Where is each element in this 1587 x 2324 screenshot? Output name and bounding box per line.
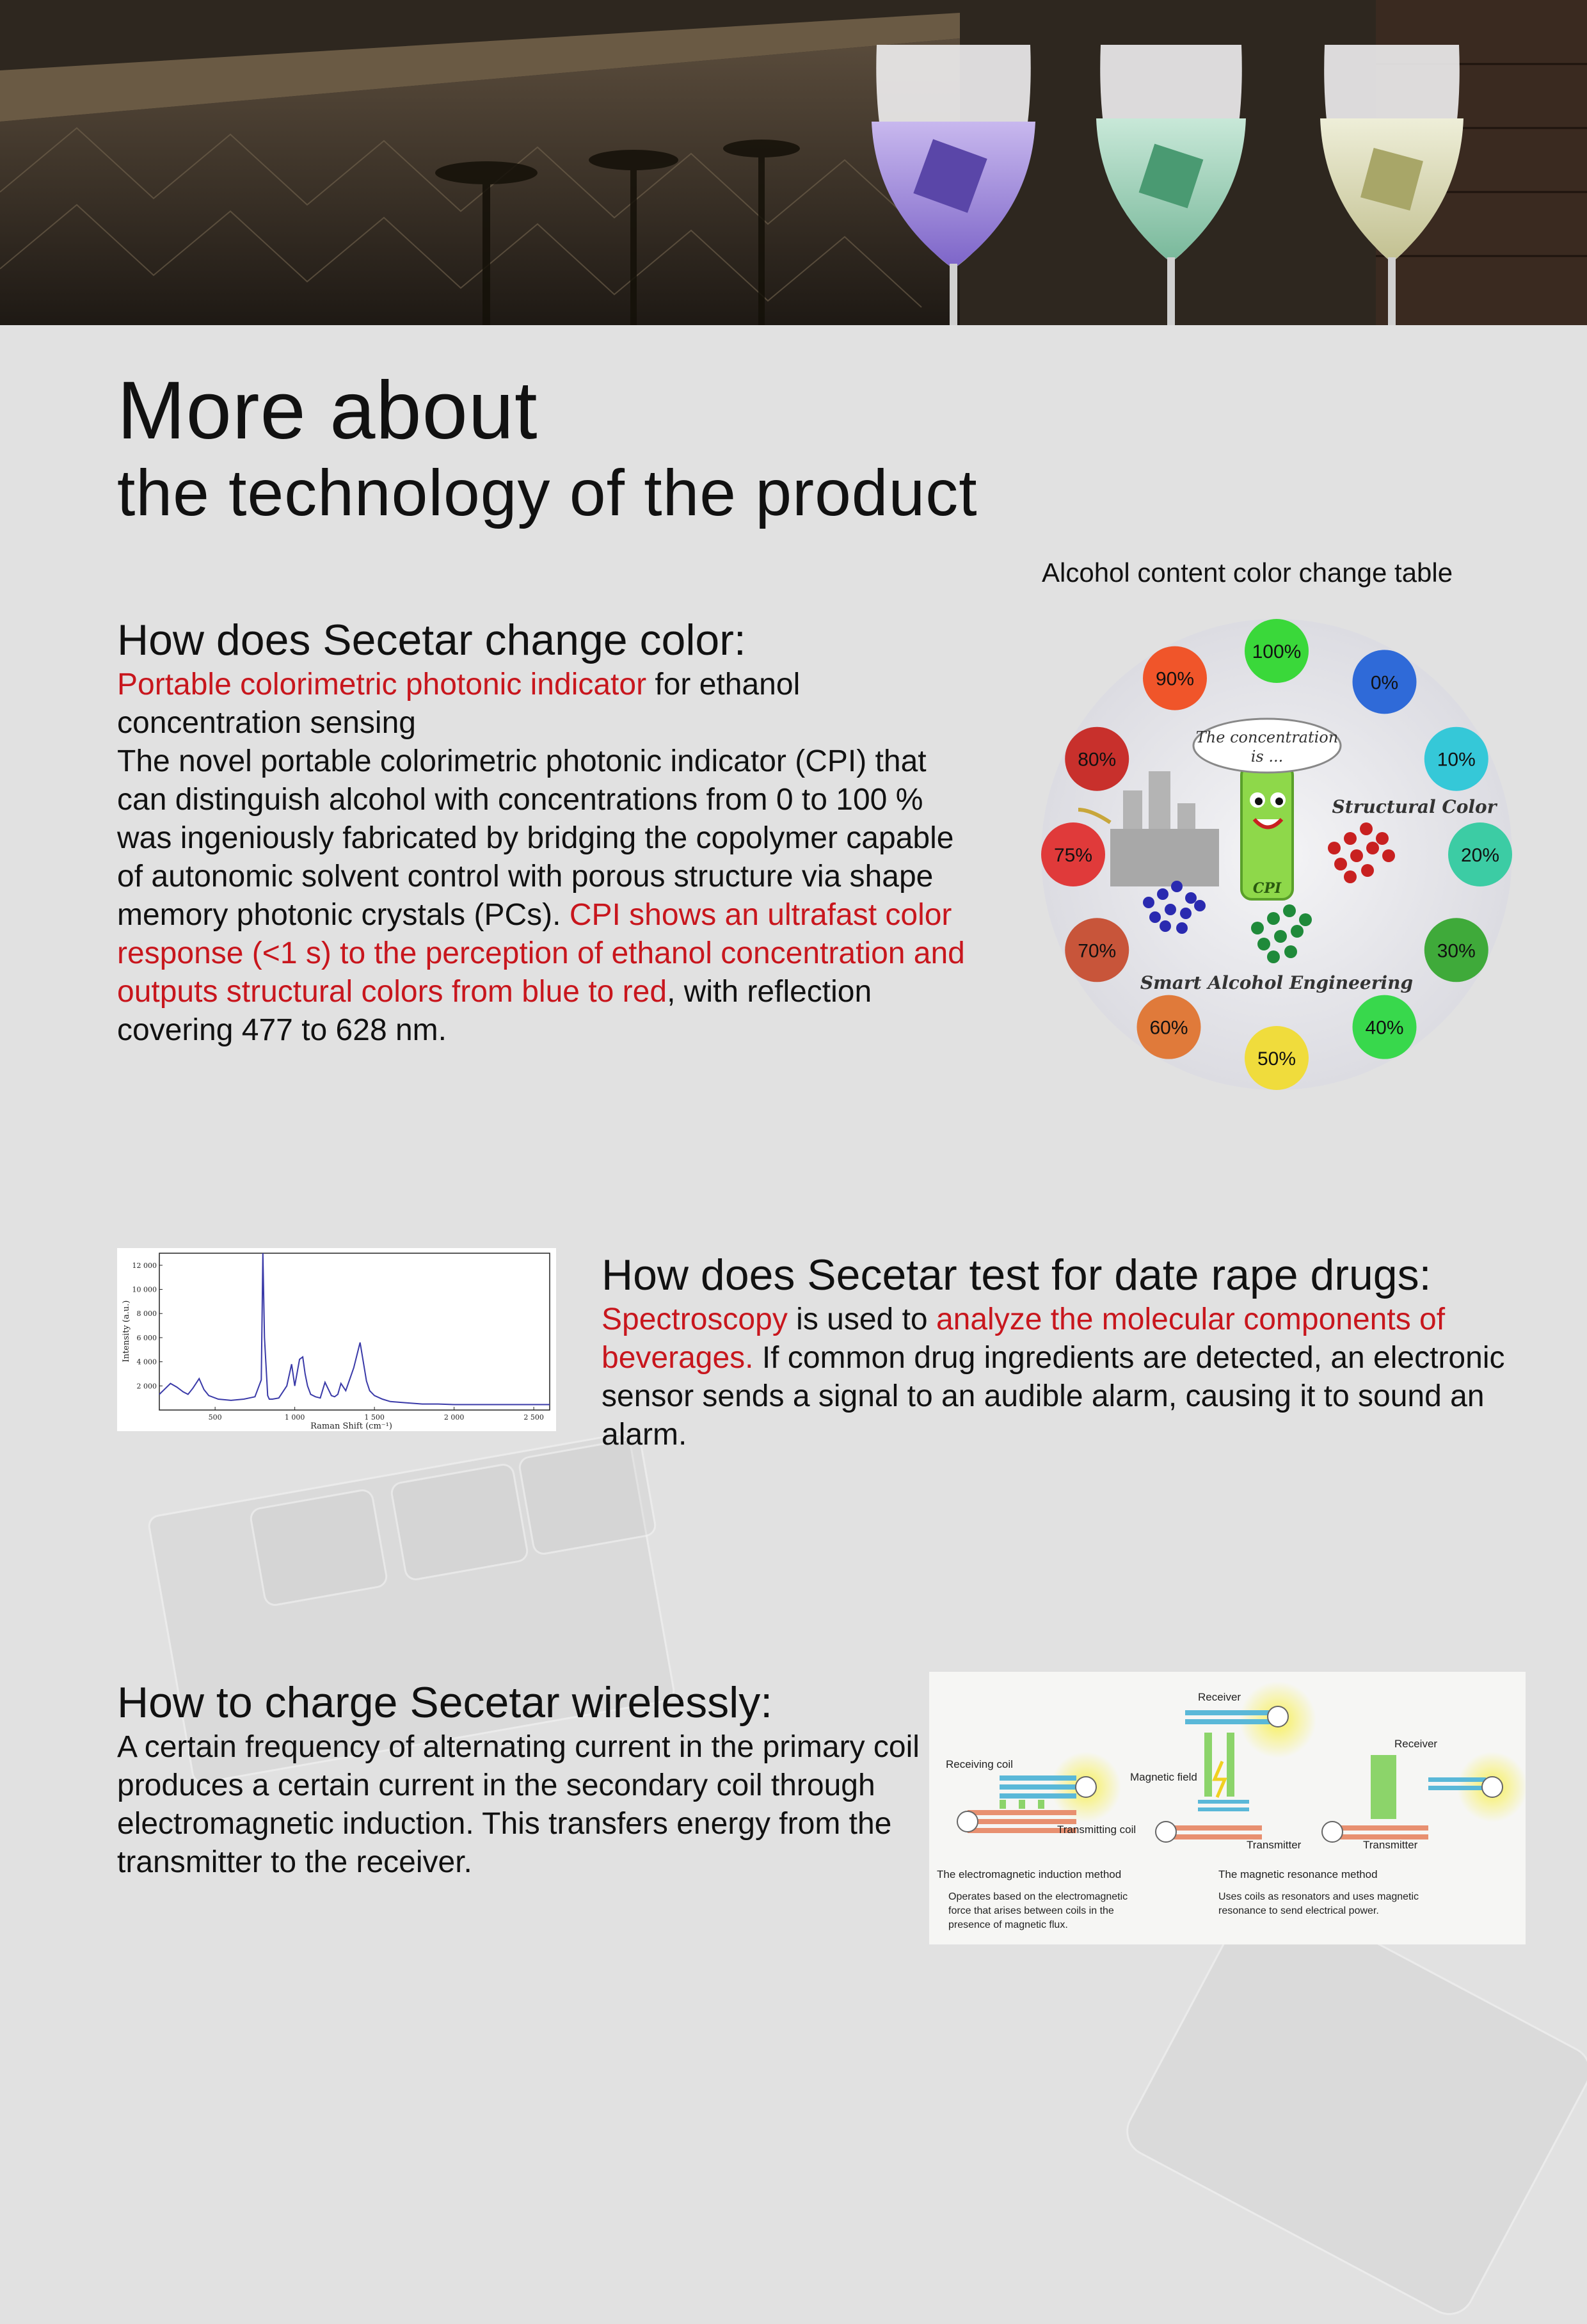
x-tick-label: 2 000: [443, 1413, 465, 1422]
y-axis-label: Intensity (a.u.): [122, 1300, 131, 1363]
plot-area: [159, 1253, 550, 1410]
raman-spectrum-chart: [117, 1248, 556, 1431]
concentration-label: 80%: [1078, 749, 1117, 771]
drug-test-description: [602, 1301, 1549, 1454]
concentration-label: 60%: [1149, 1017, 1188, 1039]
y-tick-label: 8 000: [136, 1310, 157, 1318]
drug-test-heading: How does Secetar test for date rape drugs:: [602, 1251, 1431, 1299]
label-magnetic-field: Magnetic field: [1130, 1771, 1197, 1783]
y-tick-label: 12 000: [132, 1261, 157, 1270]
label-transmitter-middle: Transmitter: [1247, 1839, 1302, 1851]
drug-text-2: If common drug ingredients are detected, an electronic sensor sends a signal to an audible alarm, causing it to sound an alarm.: [602, 1341, 1505, 1452]
concentration-label: 0%: [1370, 672, 1399, 694]
resonance-method-description: Uses coils as resonators and uses magnetic resonance to send electrical power.: [1218, 1891, 1419, 1916]
concentration-label: 20%: [1460, 845, 1500, 866]
x-axis-label: Raman Shift (cm⁻¹): [310, 1422, 392, 1431]
induction-method-title: The electromagnetic induction method: [937, 1868, 1122, 1880]
color-change-heading: How does Secetar change color:: [117, 616, 746, 664]
concentration-label: 40%: [1365, 1017, 1404, 1039]
y-tick-label: 4 000: [136, 1358, 157, 1366]
color-change-intro: [117, 666, 975, 742]
hero-wine-glasses-image: [0, 0, 1587, 325]
x-tick-label: 1 500: [364, 1413, 385, 1422]
cpi-mascot: [1241, 765, 1293, 899]
concentration-label: 75%: [1053, 845, 1093, 866]
concentration-label: 90%: [1155, 668, 1195, 690]
page-title: More about: [117, 365, 538, 456]
wireless-charging-section: [117, 1677, 943, 1882]
structural-color-label: Structural Color: [1332, 796, 1497, 817]
label-receiving-coil: Receiving coil: [946, 1758, 1013, 1770]
resonance-method-title: The magnetic resonance method: [1218, 1868, 1378, 1880]
x-tick-label: 2 500: [523, 1413, 544, 1422]
page-subtitle: the technology of the product: [117, 456, 978, 529]
concentration-label: 10%: [1437, 749, 1476, 771]
color-change-section: [117, 614, 975, 1050]
wireless-charging-description: A certain frequency of alternating current in the primary coil produces a certain current in the secondary coil through electromagnetic induction. This transfers energy from the transmitter to the receiver.: [117, 1730, 920, 1879]
x-tick-label: 500: [208, 1413, 222, 1422]
y-tick-label: 6 000: [136, 1333, 157, 1342]
label-transmitter-right: Transmitter: [1363, 1839, 1418, 1851]
speech-bubble-text: The concentration is ...: [1195, 728, 1339, 765]
intro-text: for ethanol concentration sensing: [117, 668, 801, 740]
label-receiver-right: Receiver: [1394, 1738, 1438, 1750]
concentration-label: 70%: [1078, 940, 1117, 962]
color-wheel-caption: Alcohol content color change table: [1042, 557, 1453, 588]
highlight-photonic-indicator: Portable colorimetric photonic indicator: [117, 668, 647, 701]
highlight-spectroscopy: Spectroscopy: [602, 1302, 788, 1336]
x-tick-label: 1 000: [284, 1413, 305, 1422]
highlight-molecular-components: analyze the molecular components of beverages.: [602, 1302, 1446, 1375]
description-text: The novel portable colorimetric photonic indicator (CPI) that can distinguish alcohol with concentrations from 0 to 100 % was ingeniously fabricated by bridging the copolymer capable of autonomic solvent control with porous structure via shape memory photonic crystals (PCs).: [117, 744, 954, 932]
smart-alcohol-engineering-label: Smart Alcohol Engineering: [1140, 972, 1414, 993]
y-tick-label: 2 000: [136, 1382, 157, 1391]
alcohol-color-wheel: [1040, 618, 1513, 1091]
wireless-charging-heading: How to charge Secetar wirelessly:: [117, 1678, 773, 1727]
label-receiver-top: Receiver: [1198, 1691, 1241, 1703]
wireless-charging-diagram: [929, 1672, 1526, 1944]
drug-text-1: is used to: [787, 1302, 936, 1336]
y-tick-label: 10 000: [132, 1285, 157, 1294]
reflection-text: , with reflection covering 477 to 628 nm.: [117, 975, 872, 1047]
concentration-label: 30%: [1437, 940, 1476, 962]
highlight-color-response: CPI shows an ultrafast color response (<1 s) to the perception of ethanol concentration and outputs structural colors from blue to red: [117, 898, 965, 1009]
cpi-label: CPI: [1252, 880, 1282, 897]
induction-method-description: Operates based on the electromagnetic force that arises between coils in the presence of magnetic flux.: [948, 1891, 1128, 1930]
drug-test-section: [602, 1249, 1549, 1454]
concentration-label: 50%: [1257, 1048, 1296, 1070]
concentration-label: 100%: [1252, 641, 1302, 662]
label-transmitting-coil: Transmitting coil: [1057, 1823, 1136, 1836]
color-change-description: [117, 742, 975, 1050]
